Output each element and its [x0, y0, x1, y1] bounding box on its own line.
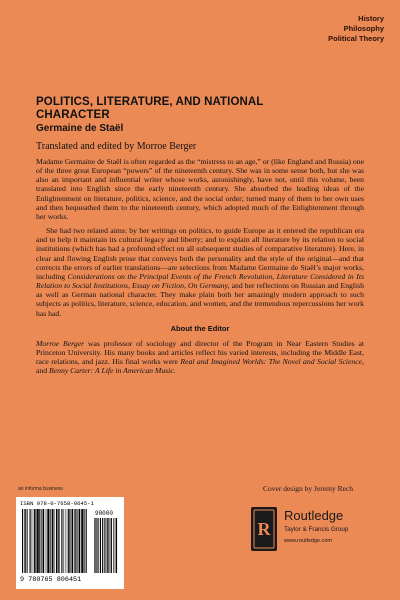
barcode-bar [83, 509, 84, 573]
barcode-bar [50, 509, 51, 573]
description-paragraph-2 [36, 226, 364, 318]
barcode-addon-bar [111, 518, 112, 573]
barcode-bar [39, 509, 40, 573]
barcode-bar [68, 509, 69, 573]
publisher-block [250, 506, 390, 586]
category-history: History [358, 14, 384, 23]
barcode-bar [64, 509, 65, 573]
informa-label: an informa business [18, 486, 63, 492]
barcode-addon-bar [95, 518, 96, 573]
subject-categories [328, 14, 384, 44]
barcode-addon-bar [96, 518, 97, 573]
barcode-addon-bar [102, 518, 103, 573]
book-author: Germaine de Staël [36, 123, 124, 134]
barcode-addon-bar [113, 518, 114, 573]
barcode-addon-bar [108, 518, 109, 573]
barcode-bar [66, 509, 67, 573]
paragraph-2-text-2: and her reflections on Russian and English as well as German national character. They make plain both her amazingly modern approach to such subjects as politics, literature, science, education, and women, and the tremendous repercussions her work has had. [36, 281, 364, 318]
title-line-1: POLITICS, LITERATURE, AND NATIONAL [36, 96, 264, 108]
barcode-addon-bar [110, 518, 111, 573]
publisher-name: Routledge [284, 508, 344, 523]
logo-letter: R [257, 519, 271, 539]
editor-bio-text-1: was professor of sociology and director of the Program in Near Eastern Studies at Princeton University. His many books and articles reflect his varied interests, including the Middle East, race relations, and jazz. His final works were [36, 338, 364, 366]
routledge-logo-icon [250, 506, 278, 552]
barcode-bar [34, 509, 35, 573]
barcode-bar [32, 509, 33, 573]
paragraph-2-works-list: Considerations on the Principal Events of the French Revolution, Literature Considered in Its Relation to Social Institutions, Essay on Fiction, On Germany, [36, 271, 364, 291]
barcode-addon-bar [116, 518, 117, 573]
barcode-bar [56, 509, 57, 573]
editor-bio-text-2: and [36, 366, 50, 376]
editor-work-2: Benny Carter: A Life in American Music. [49, 366, 176, 376]
barcode-bar [61, 509, 62, 573]
publisher-url: www.routledge.com [284, 538, 332, 544]
barcode-bar [81, 509, 83, 573]
barcode-bar [69, 509, 70, 573]
barcode-bar [72, 509, 74, 573]
barcode-addon-bar [94, 518, 95, 573]
about-editor-heading: About the Editor [170, 323, 230, 333]
editor-name: Morroe Berger [36, 338, 85, 348]
cover-design-credit: Cover design by Jeremy Rech [263, 484, 353, 493]
about-editor-paragraph [36, 339, 364, 376]
book-title [36, 96, 364, 122]
barcode-bar [37, 509, 39, 573]
barcode-bar [47, 509, 49, 573]
translator-line: Translated and edited by Morroe Berger [36, 141, 197, 152]
barcode-icon [20, 509, 120, 577]
barcode-bar [41, 509, 42, 573]
title-line-2: CHARACTER [36, 109, 110, 121]
barcode-bar [30, 509, 31, 573]
barcode-bar [74, 509, 75, 573]
barcode-bar [75, 509, 76, 573]
main-content [36, 96, 364, 380]
description-paragraph-1: Madame Germaine de Staël is often regarded as the “mistress to an age,” or (like England and Russia) one of the three great European “powers” of the nineteenth century. She was in some sense both, but she was also an important and influential writer whose works, astonishingly, have not, until this volume, been translated into English since the early nineteenth century. She absorbed the leading ideas of the Enlightenment on literature, politics, science, and the social order; turned many of them to her own uses and then bequeathed them to the nineteenth century, which adopted much of the Enlightenment through her works. [36, 157, 364, 221]
barcode-bar [22, 509, 23, 573]
barcode-addon-bar [98, 518, 99, 573]
ean-number: 9 780765 806451 [20, 576, 82, 584]
barcode-area [16, 497, 124, 589]
barcode-bar [25, 509, 26, 573]
barcode-bar [52, 509, 54, 573]
barcode-supplement: 90000 [94, 510, 114, 517]
barcode-bar [46, 509, 47, 573]
barcode-bar [24, 509, 25, 573]
barcode-bar [54, 509, 55, 573]
publisher-group: Taylor & Francis Group [284, 526, 349, 533]
barcode-bar [86, 509, 87, 573]
barcode-addon-bar [107, 518, 108, 573]
barcode-addon-bar [104, 518, 105, 573]
barcode-bar [58, 509, 59, 573]
barcode-bar [35, 509, 36, 573]
barcode-bar [77, 509, 78, 573]
barcode-addon-bar [100, 518, 101, 573]
barcode-bar [79, 509, 81, 573]
barcode-bar [59, 509, 60, 573]
barcode-bar [27, 509, 28, 573]
isbn-number: ISBN 978-0-7658-0645-1 [20, 500, 94, 507]
category-philosophy: Philosophy [343, 24, 384, 33]
editor-work-1: Real and Imagined Worlds: The Novel and Social Science, [180, 356, 364, 366]
barcode-addon-bar [115, 518, 116, 573]
category-political-theory: Political Theory [328, 34, 384, 43]
barcode-bar [43, 509, 45, 573]
paragraph-2-text-1: She had two related aims: by her writings on politics, to guide Europe as it entered the republican era and to help it maintain its cultural legacy and liberty; and to explain all literature by its relation to social institutions (which has had a profound effect on all subsequent studies of comparative literature). Here, in clear and flowing English prose that conveys both the personality and the style of the original—and that corrects the errors of earlier translations—are selections from Madame Germaine de Staël’s major works, including [36, 226, 364, 281]
